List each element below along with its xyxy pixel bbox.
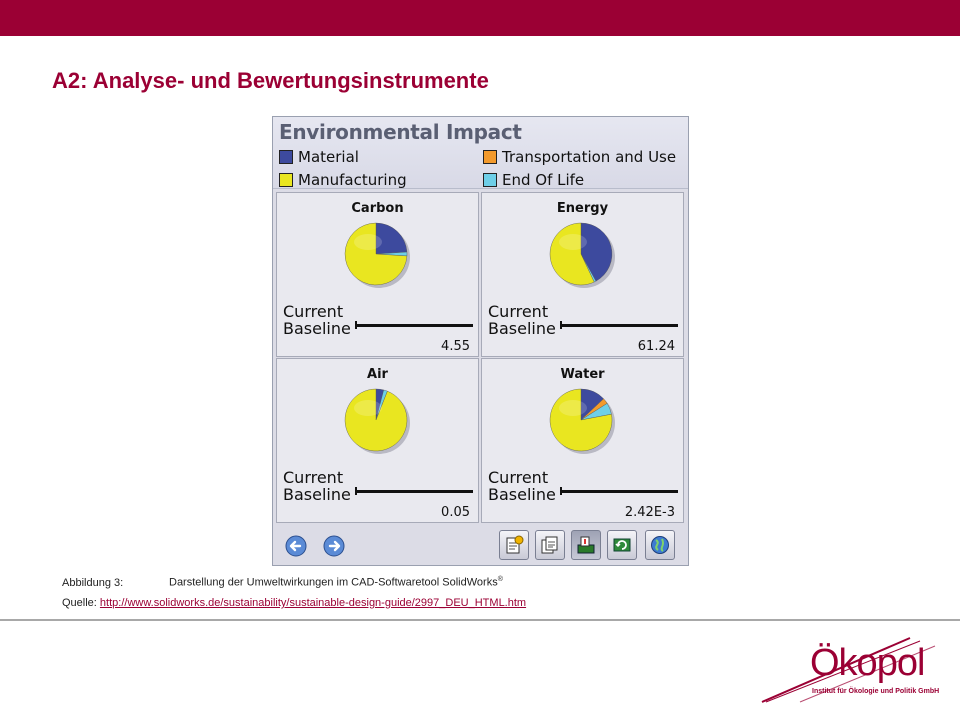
metric-value: 0.05: [441, 505, 470, 520]
legend-label: End Of Life: [502, 171, 585, 189]
legend-label: Transportation and Use: [502, 148, 677, 166]
baseline-label: Baseline: [488, 485, 556, 504]
caption-text: Darstellung der Umweltwirkungen im CAD-Softwaretool SolidWorks: [169, 576, 498, 589]
current-baseline-label: [283, 303, 351, 337]
import-material-button[interactable]: [571, 530, 601, 560]
source-prefix: Quelle:: [62, 597, 100, 609]
metric-card-water[interactable]: [481, 358, 684, 523]
refresh-baseline-button[interactable]: [607, 530, 637, 560]
legend-swatch-material: [279, 150, 293, 164]
globe-button[interactable]: [645, 530, 675, 560]
current-label: Current: [283, 468, 344, 487]
legend-item-material: [279, 148, 359, 166]
legend-swatch-end-of-life: [483, 173, 497, 187]
metric-card-air[interactable]: [276, 358, 479, 523]
pie-slice-manufacturing: [345, 389, 407, 451]
pie-highlight: [559, 400, 587, 416]
metric-card-energy[interactable]: [481, 192, 684, 357]
panel-title: Environmental Impact: [279, 120, 522, 144]
pie-chart-water: [548, 385, 618, 455]
figure-number: Abbildung 3:: [62, 576, 124, 589]
current-label: Current: [488, 302, 549, 321]
legend-item-end-of-life: [483, 171, 584, 189]
divider: [0, 619, 960, 621]
source-line: [62, 597, 526, 609]
metric-value: 2.42E-3: [624, 505, 675, 520]
pie-highlight: [559, 234, 587, 250]
pie-chart-air: [343, 385, 413, 455]
registered-mark: ®: [497, 576, 503, 583]
current-baseline-label: [488, 303, 556, 337]
pie-highlight: [354, 234, 382, 250]
legend-item-transportation: [483, 148, 676, 166]
metric-title: Carbon: [351, 201, 404, 216]
report-icon: [504, 535, 524, 555]
refresh-baseline-icon: [612, 535, 632, 555]
panel-toolbar: [273, 525, 688, 565]
back-arrow-icon[interactable]: [285, 535, 307, 557]
comparison-bar: [560, 487, 678, 495]
copy-report-button[interactable]: [535, 530, 565, 560]
globe-icon: [650, 535, 670, 555]
report-button[interactable]: [499, 530, 529, 560]
metric-title: Water: [560, 367, 605, 382]
baseline-label: Baseline: [488, 319, 556, 338]
legend-item-manufacturing: [279, 171, 407, 189]
legend-swatch-manufacturing: [279, 173, 293, 187]
current-baseline-label: [488, 469, 556, 503]
figure-caption: [62, 576, 503, 589]
pie-highlight: [354, 400, 382, 416]
pie-chart-carbon: [343, 219, 413, 289]
logo-subtitle: Institut für Ökologie und Politik GmbH: [812, 688, 940, 695]
environmental-impact-panel: [272, 116, 689, 566]
metric-value: 61.24: [637, 339, 675, 354]
forward-arrow-icon[interactable]: [323, 535, 345, 557]
import-material-icon: [576, 535, 596, 555]
copy-report-icon: [540, 535, 560, 555]
current-label: Current: [283, 302, 344, 321]
comparison-bar: [560, 321, 678, 329]
baseline-label: Baseline: [283, 485, 351, 504]
top-banner: [0, 0, 960, 36]
legend-label: Material: [298, 148, 359, 166]
metric-title: Air: [367, 367, 388, 382]
current-label: Current: [488, 468, 549, 487]
current-baseline-label: [283, 469, 351, 503]
slide-title: A2: Analyse- und Bewertungsinstrumente: [52, 68, 489, 93]
pie-chart-energy: [548, 219, 618, 289]
baseline-label: Baseline: [283, 319, 351, 338]
metric-value: 4.55: [441, 339, 470, 354]
legend-label: Manufacturing: [298, 171, 407, 189]
source-link[interactable]: http://www.solidworks.de/sustainability/sustainable-design-guide/2997_DEU_HTML.htm: [99, 597, 527, 609]
logo-wordmark: Ökopol: [810, 642, 925, 684]
comparison-bar: [355, 487, 473, 495]
metric-card-carbon[interactable]: [276, 192, 479, 357]
comparison-bar: [355, 321, 473, 329]
metric-title: Energy: [556, 201, 609, 216]
pie-slice-material: [376, 223, 407, 254]
legend-swatch-transportation: [483, 150, 497, 164]
panel-header: [273, 117, 688, 189]
